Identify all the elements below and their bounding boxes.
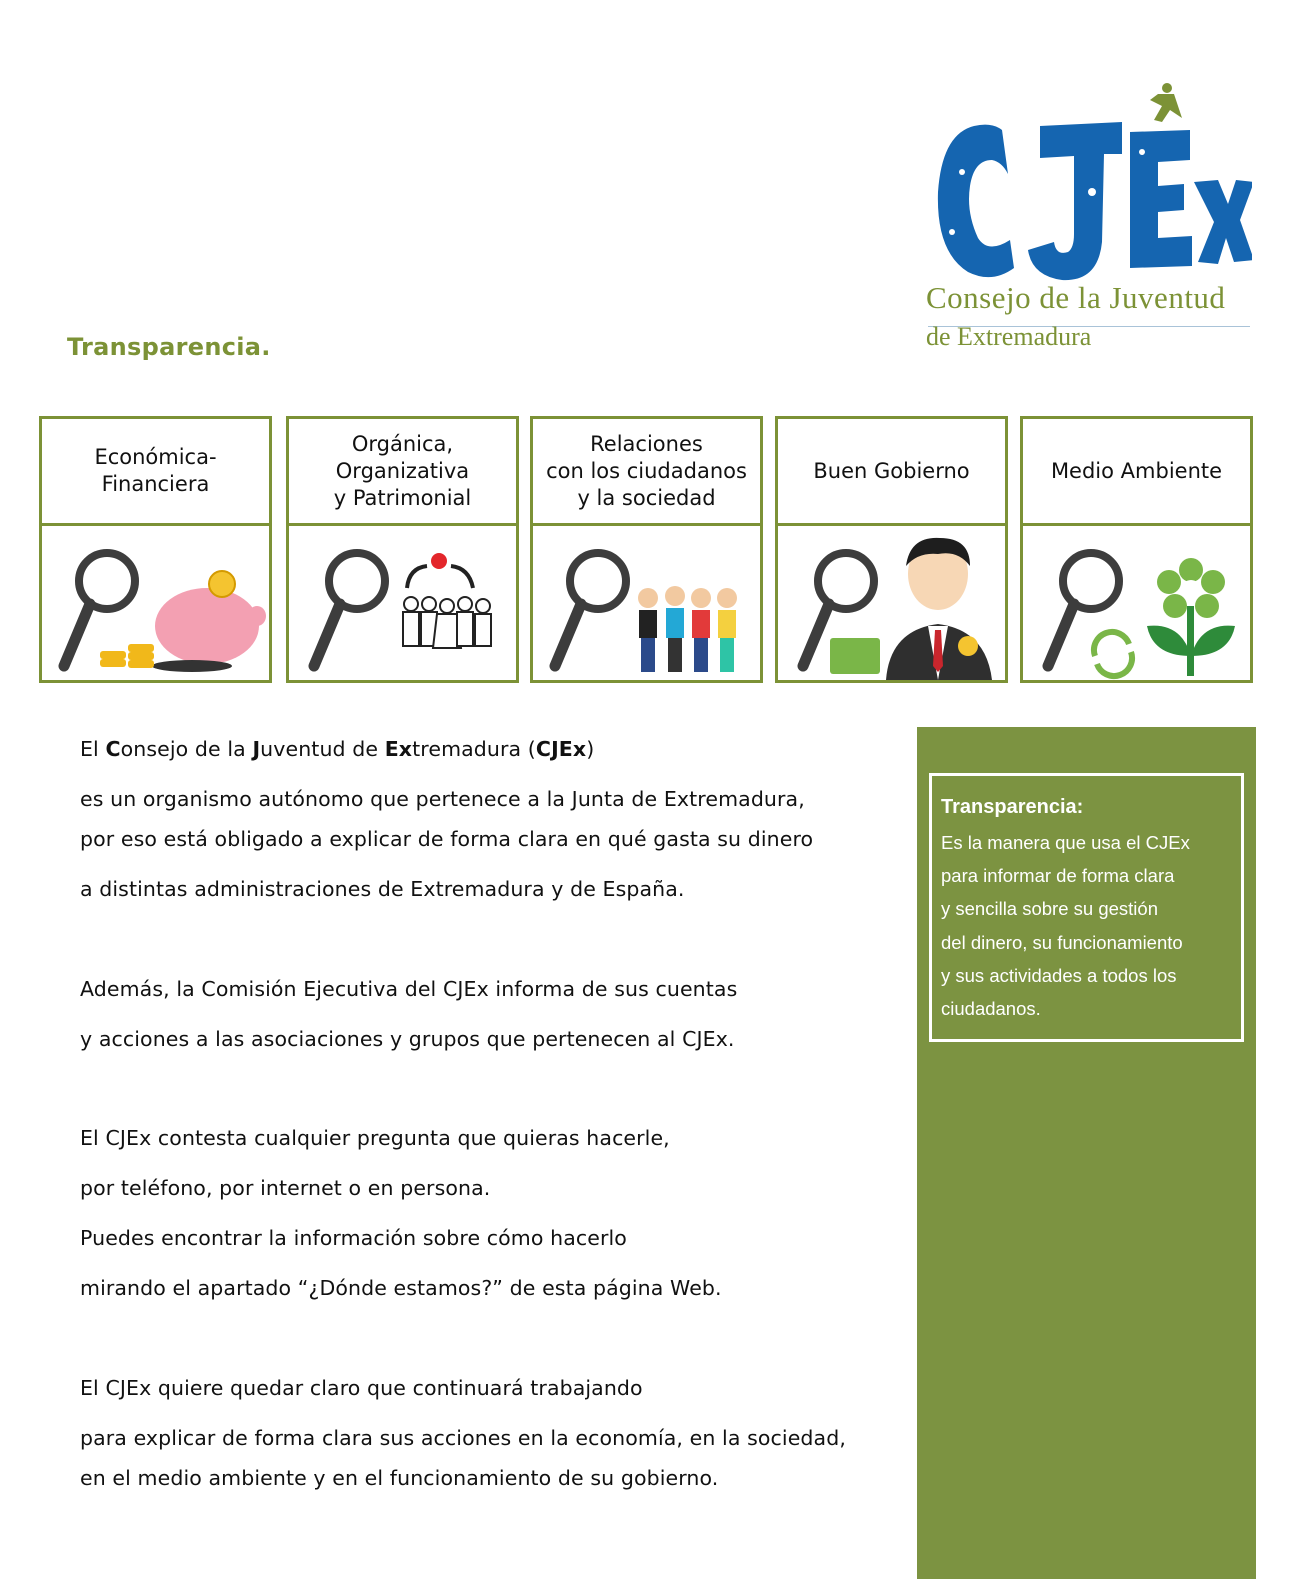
definition-line: del dinero, su funcionamiento bbox=[941, 931, 1183, 953]
category-card-medio-ambiente[interactable] bbox=[1020, 416, 1253, 683]
logo-subtitle: Consejo de la Juventud bbox=[926, 280, 1226, 315]
definition-line: para informar de forma clara bbox=[941, 865, 1175, 887]
definition-line: y sencilla sobre su gestión bbox=[941, 898, 1158, 920]
category-card-relaciones[interactable] bbox=[530, 416, 763, 683]
magnifier-organization-icon bbox=[289, 526, 516, 680]
category-card-buen-gobierno[interactable] bbox=[775, 416, 1008, 683]
magnifier-piggy-bank-icon bbox=[42, 526, 269, 680]
definition-line: y sus actividades a todos los bbox=[941, 964, 1177, 986]
definition-line: Es la manera que usa el CJEx bbox=[941, 832, 1190, 853]
category-card-economica[interactable] bbox=[39, 416, 272, 683]
body-line: mirando el apartado “¿Dónde estamos?” de esta página Web. bbox=[80, 1276, 722, 1300]
magnifier-people-icon bbox=[533, 526, 760, 680]
magnifier-flower-icon bbox=[1023, 526, 1250, 680]
cjex-logo[interactable] bbox=[922, 52, 1262, 362]
category-label: Medio Ambiente bbox=[1050, 458, 1223, 483]
body-line: y acciones a las asociaciones y grupos que pertenecen al CJEx. bbox=[80, 1027, 735, 1051]
definition-box bbox=[929, 773, 1244, 1042]
magnifier-businessman-icon bbox=[778, 526, 1005, 680]
body-line: es un organismo autónomo que pertenece a la Junta de Extremadura, bbox=[80, 787, 805, 811]
body-line: Además, la Comisión Ejecutiva del CJEx informa de sus cuentas bbox=[80, 977, 738, 1001]
category-label: Relaciones con los ciudadanos y la sociedad bbox=[546, 431, 747, 510]
body-line: El CJEx contesta cualquier pregunta que quieras hacerle, bbox=[80, 1126, 670, 1150]
category-label: Buen Gobierno bbox=[813, 458, 970, 483]
definition-line: ciudadanos. bbox=[941, 998, 1041, 1020]
body-line: El CJEx quiere quedar claro que continuará trabajando bbox=[80, 1376, 643, 1400]
sidebar-panel bbox=[917, 727, 1256, 1579]
definition-title: Transparencia: bbox=[941, 796, 1084, 818]
intro-line: El Consejo de la Juventud de Extremadura (CJEx) bbox=[80, 737, 595, 761]
body-line: por teléfono, por internet o en persona. bbox=[80, 1176, 491, 1200]
category-label: Económica- Financiera bbox=[94, 445, 217, 496]
category-card-organica[interactable] bbox=[286, 416, 519, 683]
category-label: Orgánica, Organizativa y Patrimonial bbox=[333, 431, 472, 510]
body-line: en el medio ambiente y en el funcionamiento de su gobierno. bbox=[80, 1466, 719, 1490]
body-line: por eso está obligado a explicar de forma clara en qué gasta su dinero bbox=[80, 827, 814, 851]
page-title: Transparencia. bbox=[67, 333, 271, 361]
body-line: Puedes encontrar la información sobre cómo hacerlo bbox=[80, 1226, 627, 1250]
body-line: para explicar de forma clara sus acciones en la economía, en la sociedad, bbox=[80, 1426, 846, 1450]
body-line: a distintas administraciones de Extremadura y de España. bbox=[80, 877, 685, 901]
logo-subtitle-2: de Extremadura bbox=[926, 322, 1092, 351]
